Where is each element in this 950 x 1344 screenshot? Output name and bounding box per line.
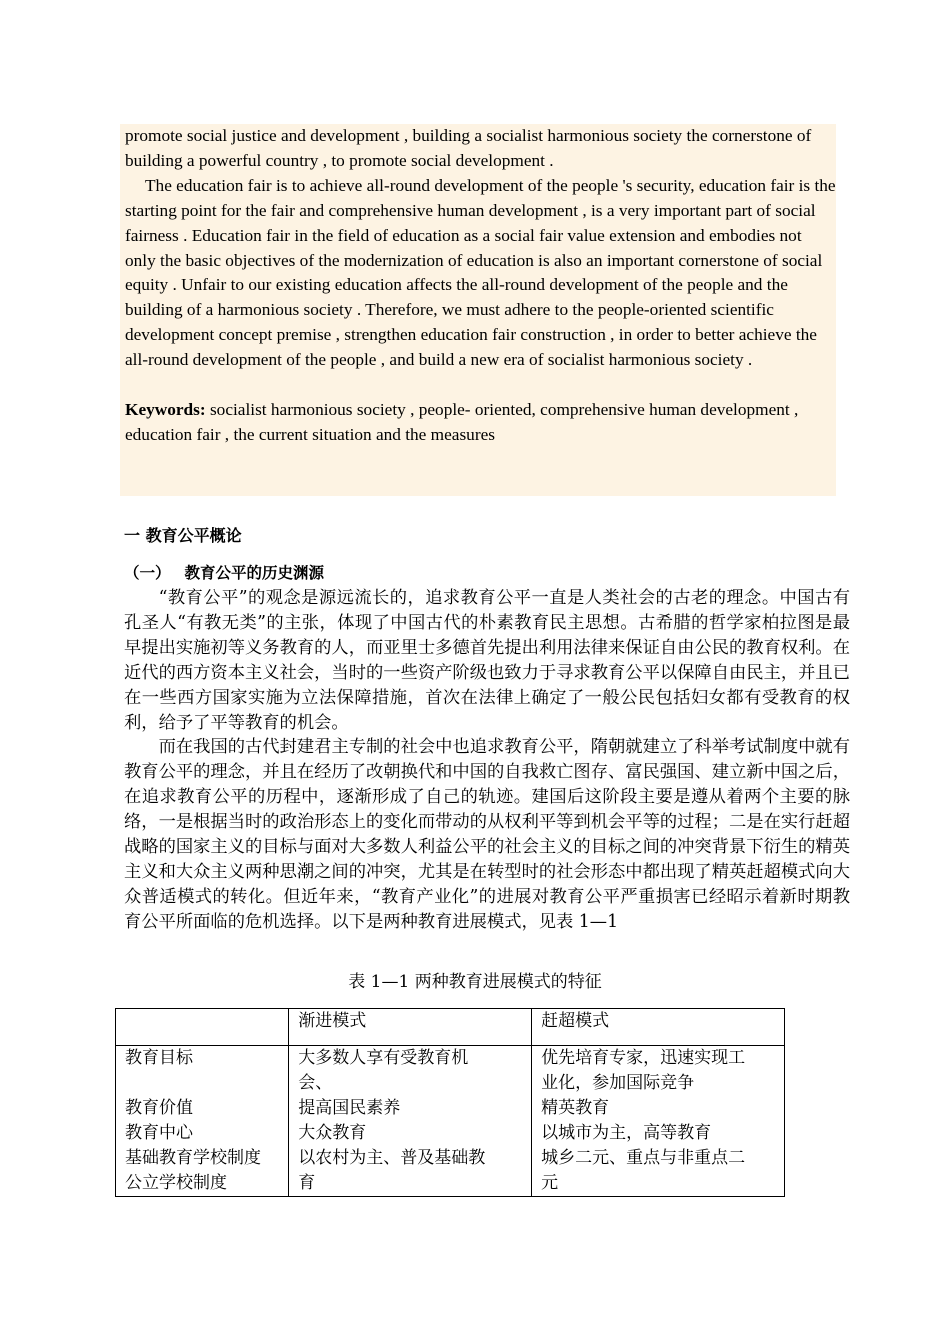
table-caption: 表 1—1 两种教育进展模式的特征 <box>348 972 602 992</box>
row-label: 基础教育学校制度 <box>125 1148 261 1168</box>
cell-line: 城乡二元、重点与非重点二 <box>541 1148 746 1168</box>
header-cell-catchup: 赶超模式 <box>532 1009 785 1046</box>
catchup-values-cell <box>532 1046 785 1197</box>
body-paragraph-1: “教育公平”的观念是源远流长的，追求教育公平一直是人类社会的古老的理念。中国古有孔圣人“有教无类”的主张，体现了中国古代的朴素教育民主思想。古希腊的哲学家柏拉图是最早提出实施初等义务教育的人，而亚里士多德首先提出利用法律来保证自由公民的教育权利。在近代的西方资本主义社会，当时的一些资产阶级也致力于寻求教育公平以保障自由民主，并且已在一些西方国家实施为立法保障措施，首次在法律上确定了一般公民包括妇女都有受教育的权利，给予了平等教育的机会。 <box>124 588 850 733</box>
comparison-table <box>115 1008 785 1197</box>
keywords-text: socialist harmonious society , people- oriented, comprehensive human development , education fair , the current situation and the measures <box>125 399 799 444</box>
abstract-block <box>120 124 836 496</box>
abstract-paragraph-1: promote social justice and development , building a socialist harmonious society the cornerstone of building a powerful country , to promote social development . <box>125 126 812 170</box>
abstract-paragraph-2: The education fair is to achieve all-round development of the people 's security, education fair is the starting point for the fair and comprehensive human development , is a very important part of social fairness . Education fair in the field of education as a social fair value extension and embodies not only the basic objectives of the modernization of education is also an important cornerstone of social equity . Unfair to our existing education affects the all-round development of the people and the building of a harmonious society . Therefore, we must adhere to the people-oriented scientific development concept premise , strengthen education fair construction , in order to better achieve the all-round development of the people , and build a new era of socialist harmonious society . <box>125 175 836 370</box>
keywords-line <box>125 398 836 448</box>
table-header-row <box>116 1009 785 1046</box>
header-cell-empty <box>116 1009 289 1046</box>
cell-line: 大多数人享有受教育机 <box>298 1048 469 1068</box>
cell-line: 会、 <box>298 1073 333 1093</box>
table-row <box>116 1046 785 1197</box>
cell-line: 优先培育专家，迅速实现工 <box>541 1048 746 1068</box>
cell-line: 业化，参加国际竞争 <box>541 1073 695 1093</box>
cell-line: 育 <box>298 1173 316 1193</box>
cell-line: 大众教育 <box>298 1123 367 1143</box>
keywords-label: Keywords: <box>125 399 206 419</box>
cell-line: 以城市为主，高等教育 <box>541 1123 712 1143</box>
subsection-heading <box>124 561 324 585</box>
row-label: 公立学校制度 <box>125 1173 227 1193</box>
row-label: 教育价值 <box>125 1098 193 1118</box>
cell-line: 精英教育 <box>541 1098 610 1118</box>
row-label: 教育中心 <box>125 1123 193 1143</box>
body-paragraph-2: 而在我国的古代封建君主专制的社会中也追求教育公平，隋朝就建立了科举考试制度中就有教育公平的理念，并且在经历了改朝换代和中国的自我救亡图存、富民强国、建立新中国之后，在追求教育公平的历程中，逐渐形成了自己的轨迹。建国后这阶段主要是遵从着两个主要的脉络，一是根据当时的政治形态上的变化而带动的从权利平等到机会平等的过程；二是在实行赶超战略的国家主义的目标与面对大多数人利益公平的社会主义的目标之间的冲突背景下衍生的精英主义和大众主义两种思潮之间的冲突，尤其是在转型时的社会形态中都出现了精英赶超模式向大众普适模式的转化。但近年来，“教育产业化”的进展对教育公平严重损害已经昭示着新时期教育公平所面临的危机选择。以下是两种教育进展模式，见表 1—1 <box>124 737 850 932</box>
row-labels-cell <box>116 1046 289 1197</box>
cell-line: 以农村为主、普及基础教 <box>298 1148 486 1168</box>
body-text <box>124 586 850 935</box>
gradual-values-cell <box>289 1046 532 1197</box>
section-heading: 一 教育公平概论 <box>124 526 242 545</box>
header-cell-gradual: 渐进模式 <box>289 1009 532 1046</box>
cell-line: 提高国民素养 <box>298 1098 401 1118</box>
subsection-title: 教育公平的历史渊源 <box>184 564 325 582</box>
row-label-spacer <box>125 1071 280 1096</box>
cell-line: 元 <box>541 1173 559 1193</box>
row-label: 教育目标 <box>125 1048 193 1068</box>
subsection-number: （一） <box>124 564 171 582</box>
